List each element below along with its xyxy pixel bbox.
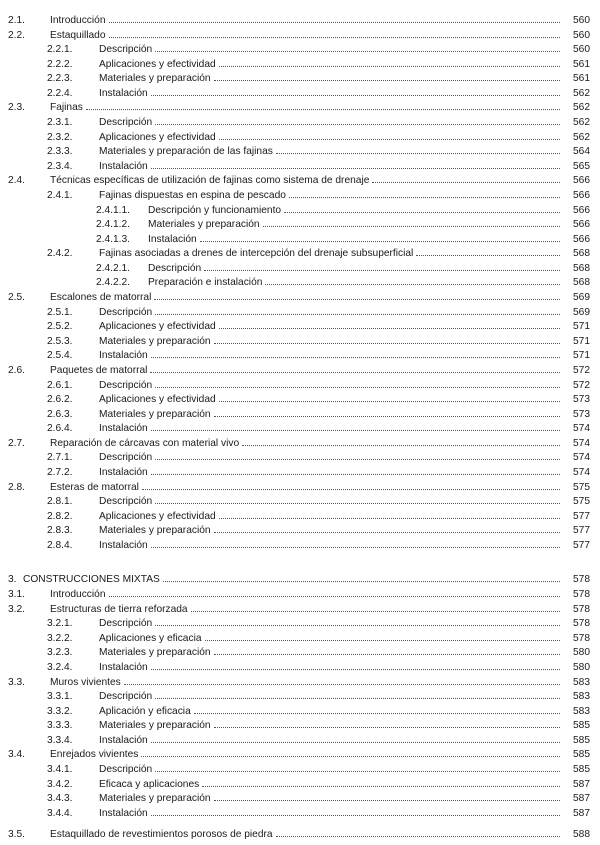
toc-entry-title: Aplicaciones y efectividad: [99, 510, 216, 522]
toc-entry-number: 2.2.: [8, 29, 25, 41]
toc-entry-number: 3.4.: [8, 749, 25, 761]
toc-entry-title: Estaquillado: [50, 29, 106, 41]
toc-entry: [0, 466, 590, 480]
toc-entry: [0, 233, 590, 247]
toc-entry-number: 2.2.4.: [47, 87, 73, 99]
toc-entry-page: 588: [573, 829, 590, 841]
toc-entry-page: 577: [573, 525, 590, 537]
toc-entry: [0, 524, 590, 538]
toc-entry-title: Instalación: [99, 87, 148, 99]
dot-leader: [163, 580, 560, 582]
toc-entry: [0, 690, 590, 704]
toc-entry-title: Aplicaciones y efectividad: [99, 321, 216, 333]
dot-leader: [155, 123, 560, 125]
dot-leader: [214, 653, 560, 655]
toc-entry-page: 568: [573, 262, 590, 274]
toc-entry-title: Descripción: [99, 691, 153, 703]
dot-leader: [151, 94, 560, 96]
toc-entry-number: 2.6.1.: [47, 379, 73, 391]
toc-entry-page: 562: [573, 131, 590, 143]
dot-leader: [263, 225, 560, 227]
dot-leader: [242, 444, 560, 446]
toc-entry-number: 2.7.2.: [47, 466, 73, 478]
toc-entry-title: Técnicas específicas de utilización de fajinas como sistema de drenaje: [50, 175, 370, 187]
toc-entry-number: 2.5.: [8, 292, 25, 304]
dot-leader: [155, 50, 560, 52]
toc-entry-page: 578: [573, 574, 590, 586]
toc-entry-title: Muros vivientes: [50, 676, 121, 688]
dot-leader: [214, 799, 560, 801]
toc-entry: [0, 218, 590, 232]
toc-entry-title: Descripción: [99, 618, 153, 630]
dot-leader: [141, 755, 560, 757]
toc-entry-page: 560: [573, 44, 590, 56]
toc-entry: [0, 451, 590, 465]
toc-entry: [0, 603, 590, 617]
toc-entry-title: Descripción: [99, 379, 153, 391]
toc-entry: [0, 705, 590, 719]
toc-entry-page: 565: [573, 160, 590, 172]
dot-leader: [214, 79, 560, 81]
toc-entry-number: 2.5.1.: [47, 306, 73, 318]
dot-leader: [416, 254, 560, 256]
toc-entry: [0, 763, 590, 777]
toc-entry: [0, 320, 590, 334]
dot-leader: [124, 683, 560, 685]
toc-entry-page: 562: [573, 87, 590, 99]
toc-entry-title: Materiales y preparación: [99, 647, 211, 659]
toc-entry-number: 3.2.: [8, 603, 25, 615]
dot-leader: [151, 668, 560, 670]
dot-leader: [151, 741, 560, 743]
toc-entry: [0, 204, 590, 218]
toc-entry-title: Instalación: [99, 734, 148, 746]
toc-entry-number: 3.3.1.: [47, 691, 73, 703]
toc-entry-page: 578: [573, 603, 590, 615]
toc-entry-title: Escalones de matorral: [50, 292, 152, 304]
toc-entry-number: 3.4.1.: [47, 764, 73, 775]
toc-entry-title: Instalación: [99, 539, 148, 551]
toc-entry-page: 560: [573, 15, 590, 26]
toc-entry: [0, 276, 590, 290]
dot-leader: [204, 269, 560, 271]
dot-leader: [151, 356, 560, 358]
toc-entry: [0, 495, 590, 509]
dot-leader: [151, 167, 560, 169]
toc-entry: [0, 437, 590, 451]
toc-entry: [0, 101, 590, 115]
dot-leader: [265, 283, 560, 285]
toc-entry: [0, 807, 590, 821]
toc-entry-number: 2.4.2.: [47, 248, 73, 260]
toc-entry: [0, 379, 590, 393]
toc-entry-number: 2.7.: [8, 437, 25, 449]
toc-entry-page: 568: [573, 248, 590, 260]
dot-leader: [289, 196, 560, 198]
toc-entry-title: Fajinas: [50, 102, 83, 114]
toc-entry-title: Descripción: [99, 44, 153, 56]
toc-entry-title: Fajinas dispuestas en espina de pescado: [99, 189, 286, 201]
dot-leader: [214, 726, 560, 728]
toc-entry-number: 2.4.1.1.: [96, 204, 130, 216]
toc-entry-number: 2.6.3.: [47, 408, 73, 420]
dot-leader: [109, 36, 560, 38]
toc-entry-title: Descripción: [99, 764, 153, 775]
toc-entry-title: Descripción: [99, 452, 153, 464]
toc-entry-page: 587: [573, 793, 590, 805]
toc-entry-title: Materiales y preparación de las fajinas: [99, 146, 273, 158]
toc-entry-number: 3.1.: [8, 589, 25, 601]
toc-entry-number: 3.3.3.: [47, 720, 73, 732]
dot-leader: [214, 342, 560, 344]
toc-entry-title: Estructuras de tierra reforzada: [50, 603, 188, 615]
toc-entry-number: 2.8.2.: [47, 510, 73, 522]
toc-entry-title: Reparación de cárcavas con material vivo: [50, 437, 240, 449]
toc-entry: [0, 510, 590, 524]
dot-leader: [155, 624, 560, 626]
toc-entry-number: 2.2.2.: [47, 58, 73, 70]
dot-leader: [194, 712, 560, 714]
toc-entry-title: Materiales y preparación: [99, 720, 211, 732]
toc-entry-page: 572: [573, 379, 590, 391]
toc-entry-title: Introducción: [50, 589, 106, 601]
toc-entry-page: 583: [573, 705, 590, 717]
toc-entry-title: Esteras de matorral: [50, 481, 139, 493]
toc-entry-title: Descripción: [99, 306, 153, 318]
toc-entry: [0, 646, 590, 660]
toc-entry: [0, 43, 590, 57]
toc-entry-page: 585: [573, 734, 590, 746]
dot-leader: [200, 240, 560, 242]
dot-leader: [284, 211, 560, 213]
dot-leader: [219, 327, 560, 329]
dot-leader: [219, 138, 560, 140]
dot-leader: [151, 814, 560, 816]
toc-entry-number: 2.4.1.: [47, 189, 73, 201]
toc-entry-title: Materiales y preparación: [99, 408, 211, 420]
toc-entry: [0, 131, 590, 145]
dot-leader: [202, 785, 560, 787]
toc-entry-number: 2.4.1.3.: [96, 233, 130, 245]
dot-leader: [276, 152, 560, 154]
toc-entry: [0, 748, 590, 762]
toc-entry-page: 587: [573, 807, 590, 819]
toc-entry: [0, 247, 590, 261]
toc-entry: [0, 573, 590, 587]
toc-entry: [0, 145, 590, 159]
toc-entry-title: Materiales y preparación: [148, 219, 260, 231]
toc-entry: [0, 306, 590, 320]
toc-entry-title: Descripción: [99, 117, 153, 129]
toc-entry: [0, 364, 590, 378]
toc-entry-number: 3.3.4.: [47, 734, 73, 746]
toc-entry-page: 571: [573, 335, 590, 347]
toc-entry-page: 578: [573, 589, 590, 601]
dot-leader: [155, 502, 560, 504]
toc-entry-number: 2.3.2.: [47, 131, 73, 143]
toc-entry-number: 3.3.2.: [47, 705, 73, 717]
toc-entry: [0, 422, 590, 436]
toc-entry-title: Enrejados vivientes: [50, 749, 139, 761]
toc-entry-page: 572: [573, 364, 590, 376]
dot-leader: [219, 517, 560, 519]
dot-leader: [155, 313, 560, 315]
toc-entry-title: Paquetes de matorral: [50, 364, 148, 376]
toc-entry-page: 562: [573, 102, 590, 114]
toc-entry-page: 569: [573, 292, 590, 304]
toc-entry-title: Instalación: [99, 661, 148, 673]
toc-entry-title: Aplicaciones y efectividad: [99, 394, 216, 406]
toc-entry-page: 560: [573, 29, 590, 41]
toc-entry-number: 2.3.: [8, 102, 25, 114]
dot-leader: [219, 400, 560, 402]
toc-entry-title: Descripción: [148, 262, 202, 274]
toc-entry: [0, 734, 590, 748]
toc-entry-number: 2.1.: [8, 15, 25, 26]
dot-leader: [219, 65, 560, 67]
toc-entry-number: 3.4.3.: [47, 793, 73, 805]
toc-entry-title: Descripción: [99, 496, 153, 508]
toc-entry-number: 2.6.4.: [47, 423, 73, 435]
toc-entry-page: 574: [573, 423, 590, 435]
toc-entry-title: Instalación: [99, 466, 148, 478]
toc-entry-number: 2.4.2.2.: [96, 277, 130, 289]
toc-entry-page: 561: [573, 58, 590, 70]
toc-entry-page: 573: [573, 408, 590, 420]
toc-entry-title: Estaquillado de revestimientos porosos de piedra: [50, 829, 273, 841]
toc-entry-title: Instalación: [99, 423, 148, 435]
toc-entry-number: 2.8.: [8, 481, 25, 493]
toc-entry: [0, 778, 590, 792]
toc-entry-number: 2.3.1.: [47, 117, 73, 129]
toc-entry-number: 2.7.1.: [47, 452, 73, 464]
dot-leader: [155, 770, 560, 772]
toc-entry: [0, 588, 590, 602]
toc-entry-page: 578: [573, 618, 590, 630]
dot-leader: [155, 458, 560, 460]
toc-entry-page: 571: [573, 350, 590, 362]
toc-entry: [0, 291, 590, 305]
toc-entry-number: 2.5.2.: [47, 321, 73, 333]
dot-leader: [214, 415, 560, 417]
toc-entry-number: 3.5.: [8, 829, 25, 841]
dot-leader: [214, 531, 560, 533]
toc-entry: [0, 87, 590, 101]
toc-entry-number: 2.3.4.: [47, 160, 73, 172]
dot-leader: [191, 610, 560, 612]
dot-leader: [151, 546, 560, 548]
toc-entry: [0, 617, 590, 631]
toc-entry-page: 574: [573, 452, 590, 464]
toc-entry-number: 2.4.1.2.: [96, 219, 130, 231]
toc-entry: [0, 72, 590, 86]
toc-entry-page: 575: [573, 481, 590, 493]
dot-leader: [151, 473, 560, 475]
toc-entry: [0, 661, 590, 675]
toc-entry-page: 566: [573, 175, 590, 187]
toc-entry: [0, 719, 590, 733]
toc-entry: [0, 349, 590, 363]
toc-entry-title: Materiales y preparación: [99, 793, 211, 805]
toc-entry: [0, 539, 590, 553]
toc-entry-title: Preparación e instalación: [148, 277, 263, 289]
dot-leader: [154, 298, 560, 300]
toc-entry-page: 571: [573, 321, 590, 333]
toc-entry-title: Aplicación y eficacia: [99, 705, 191, 717]
toc-entry-number: 3.2.4.: [47, 661, 73, 673]
toc-entry-number: 2.6.2.: [47, 394, 73, 406]
toc-entry-title: Materiales y preparación: [99, 525, 211, 537]
toc-entry-page: 583: [573, 691, 590, 703]
toc-entry: [0, 29, 590, 43]
toc-entry-title: CONSTRUCCIONES MIXTAS: [23, 574, 160, 586]
toc-entry: [0, 393, 590, 407]
toc-entry-number: 3.2.3.: [47, 647, 73, 659]
toc-entry-page: 561: [573, 73, 590, 85]
toc-entry: [0, 174, 590, 188]
toc-entry-number: 3.4.4.: [47, 807, 73, 819]
dot-leader: [86, 108, 560, 110]
toc-entry-title: Aplicaciones y eficacia: [99, 632, 202, 644]
toc-entry-number: 2.6.: [8, 364, 25, 376]
toc-entry: [0, 676, 590, 690]
toc-entry-page: 580: [573, 647, 590, 659]
toc-entry-title: Descripción y funcionamiento: [148, 204, 282, 216]
toc-entry-page: 566: [573, 219, 590, 231]
toc-entry: [0, 262, 590, 276]
toc-entry-number: 2.2.3.: [47, 73, 73, 85]
dot-leader: [109, 595, 561, 597]
toc-entry-page: 575: [573, 496, 590, 508]
toc-entry-page: 569: [573, 306, 590, 318]
toc-entry-page: 573: [573, 394, 590, 406]
toc-entry-title: Instalación: [99, 160, 148, 172]
toc-entry-number: 2.5.4.: [47, 350, 73, 362]
toc-entry-page: 568: [573, 277, 590, 289]
toc-entry-number: 3.2.1.: [47, 618, 73, 630]
toc-entry: [0, 792, 590, 806]
toc-entry: [0, 828, 590, 842]
toc-entry-page: 587: [573, 778, 590, 790]
toc-entry-title: Aplicaciones y efectividad: [99, 131, 216, 143]
dot-leader: [150, 371, 560, 373]
toc-entry-page: 585: [573, 749, 590, 761]
toc-entry: [0, 160, 590, 174]
dot-leader: [151, 429, 560, 431]
dot-leader: [205, 639, 561, 641]
toc-entry-title: Introducción: [50, 15, 106, 26]
toc-entry-number: 2.5.3.: [47, 335, 73, 347]
toc-entry-number: 3.2.2.: [47, 632, 73, 644]
toc-entry: [0, 14, 590, 28]
toc-entry-number: 2.8.1.: [47, 496, 73, 508]
dot-leader: [276, 835, 560, 837]
toc-entry: [0, 189, 590, 203]
toc-entry: [0, 408, 590, 422]
dot-leader: [142, 488, 560, 490]
toc-entry-page: 585: [573, 720, 590, 732]
toc-entry-page: 578: [573, 632, 590, 644]
toc-entry-number: 2.4.: [8, 175, 25, 187]
toc-entry-page: 580: [573, 661, 590, 673]
toc-entry-page: 564: [573, 146, 590, 158]
toc-entry-number: 3.4.2.: [47, 778, 73, 790]
toc-entry-page: 583: [573, 676, 590, 688]
toc-entry-page: 574: [573, 466, 590, 478]
toc-entry-number: 2.8.3.: [47, 525, 73, 537]
toc-entry-number: 3.: [8, 574, 17, 586]
toc-entry-title: Instalación: [99, 350, 148, 362]
toc-entry-title: Fajinas asociadas a drenes de intercepción del drenaje subsuperficial: [99, 248, 414, 260]
toc-entry-page: 562: [573, 117, 590, 129]
toc-entry-page: 566: [573, 233, 590, 245]
dot-leader: [155, 386, 560, 388]
toc-entry: [0, 116, 590, 130]
dot-leader: [372, 181, 560, 183]
toc-entry-number: 2.4.2.1.: [96, 262, 130, 274]
toc-entry-title: Eficaca y aplicaciones: [99, 778, 200, 790]
dot-leader: [109, 21, 561, 23]
dot-leader: [155, 697, 560, 699]
toc-entry-number: 2.3.3.: [47, 146, 73, 158]
toc-entry-page: 577: [573, 510, 590, 522]
toc-entry-page: 574: [573, 437, 590, 449]
toc-entry-title: Instalación: [148, 233, 197, 245]
toc-entry-page: 566: [573, 189, 590, 201]
toc-entry-page: 585: [573, 764, 590, 775]
toc-entry-page: 566: [573, 204, 590, 216]
toc-entry-title: Materiales y preparación: [99, 73, 211, 85]
toc-entry-title: Materiales y preparación: [99, 335, 211, 347]
toc-entry-title: Aplicaciones y efectividad: [99, 58, 216, 70]
toc-entry-number: 2.2.1.: [47, 44, 73, 56]
toc-entry-number: 3.3.: [8, 676, 25, 688]
toc-entry: [0, 335, 590, 349]
toc-entry-page: 577: [573, 539, 590, 551]
toc-entry: [0, 58, 590, 72]
toc-entry-title: Instalación: [99, 807, 148, 819]
toc-entry: [0, 481, 590, 495]
toc-entry: [0, 632, 590, 646]
toc-entry-number: 2.8.4.: [47, 539, 73, 551]
